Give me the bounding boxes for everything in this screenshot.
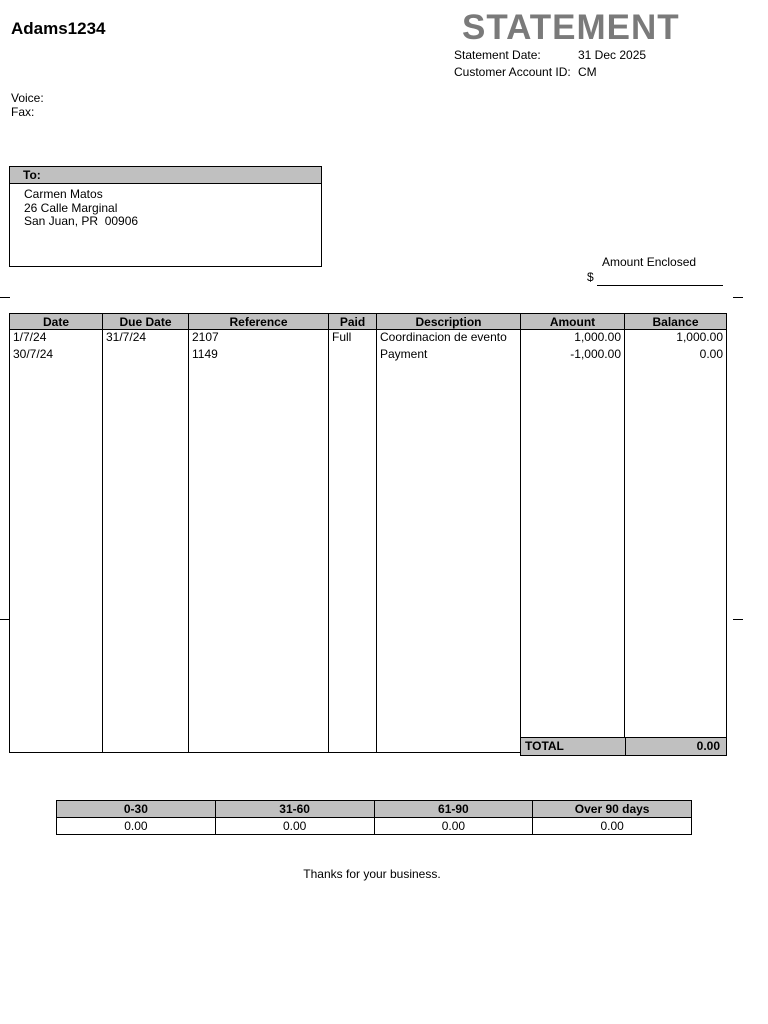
cell-balance: 1,000.00	[625, 330, 727, 348]
aging-header-0-30: 0-30	[57, 801, 216, 818]
cell-amount: 1,000.00	[521, 330, 625, 348]
cell-due-date	[103, 347, 189, 364]
cell-amount: -1,000.00	[521, 347, 625, 364]
statement-title-container	[462, 10, 690, 46]
fold-mark	[0, 297, 10, 298]
transactions-table	[9, 313, 727, 753]
customer-address-line1: 26 Calle Marginal	[24, 200, 118, 215]
column-header-description: Description	[377, 314, 521, 330]
aging-table	[56, 800, 692, 835]
fold-mark	[733, 619, 743, 620]
to-address-box	[9, 166, 322, 267]
table-filler-row	[10, 364, 727, 752]
amount-enclosed-label: Amount Enclosed	[602, 255, 697, 269]
statement-date-label: Statement Date:	[454, 48, 541, 62]
fold-mark	[733, 297, 743, 298]
aging-value-61-90: 0.00	[374, 818, 533, 835]
aging-value-0-30: 0.00	[57, 818, 216, 835]
column-header-due-date: Due Date	[103, 314, 189, 330]
to-address	[10, 184, 321, 229]
voice-label: Voice:	[11, 91, 44, 105]
to-label: To:	[10, 167, 321, 184]
customer-address-line2: San Juan, PR 00906	[24, 214, 139, 228]
total-divider	[625, 738, 626, 755]
cell-balance: 0.00	[625, 347, 727, 364]
aging-header-31-60: 31-60	[215, 801, 374, 818]
cell-paid: Full	[329, 330, 377, 348]
column-header-paid: Paid	[329, 314, 377, 330]
cell-due-date: 31/7/24	[103, 330, 189, 348]
column-header-balance: Balance	[625, 314, 727, 330]
aging-value-31-60: 0.00	[215, 818, 374, 835]
statement-title: STATEMENT	[462, 10, 680, 46]
amount-enclosed-currency: $	[587, 270, 594, 284]
aging-value-over-90: 0.00	[533, 818, 692, 835]
statement-date-value: 31 Dec 2025	[578, 48, 647, 62]
transactions-header-row	[10, 314, 727, 330]
customer-name: Carmen Matos	[24, 187, 103, 201]
column-header-amount: Amount	[521, 314, 625, 330]
fax-label: Fax:	[11, 105, 35, 119]
cell-date: 1/7/24	[10, 330, 103, 348]
account-id-value: CM	[578, 65, 597, 79]
account-id-label: Customer Account ID:	[454, 65, 571, 79]
table-row	[10, 347, 727, 364]
aging-values-row	[57, 818, 692, 835]
total-value: 0.00	[696, 739, 720, 753]
aging-header-61-90: 61-90	[374, 801, 533, 818]
table-row	[10, 330, 727, 348]
column-header-reference: Reference	[189, 314, 329, 330]
amount-enclosed-line	[597, 285, 723, 286]
cell-description: Coordinacion de evento	[377, 330, 521, 348]
total-row	[520, 737, 727, 756]
column-header-date: Date	[10, 314, 103, 330]
total-label: TOTAL	[525, 739, 564, 753]
aging-header-over-90: Over 90 days	[533, 801, 692, 818]
cell-paid	[329, 347, 377, 364]
cell-date: 30/7/24	[10, 347, 103, 364]
thanks-message: Thanks for your business.	[303, 867, 441, 881]
cell-description: Payment	[377, 347, 521, 364]
cell-reference: 2107	[189, 330, 329, 348]
company-name: Adams1234	[11, 19, 106, 38]
cell-reference: 1149	[189, 347, 329, 364]
aging-header-row	[57, 801, 692, 818]
